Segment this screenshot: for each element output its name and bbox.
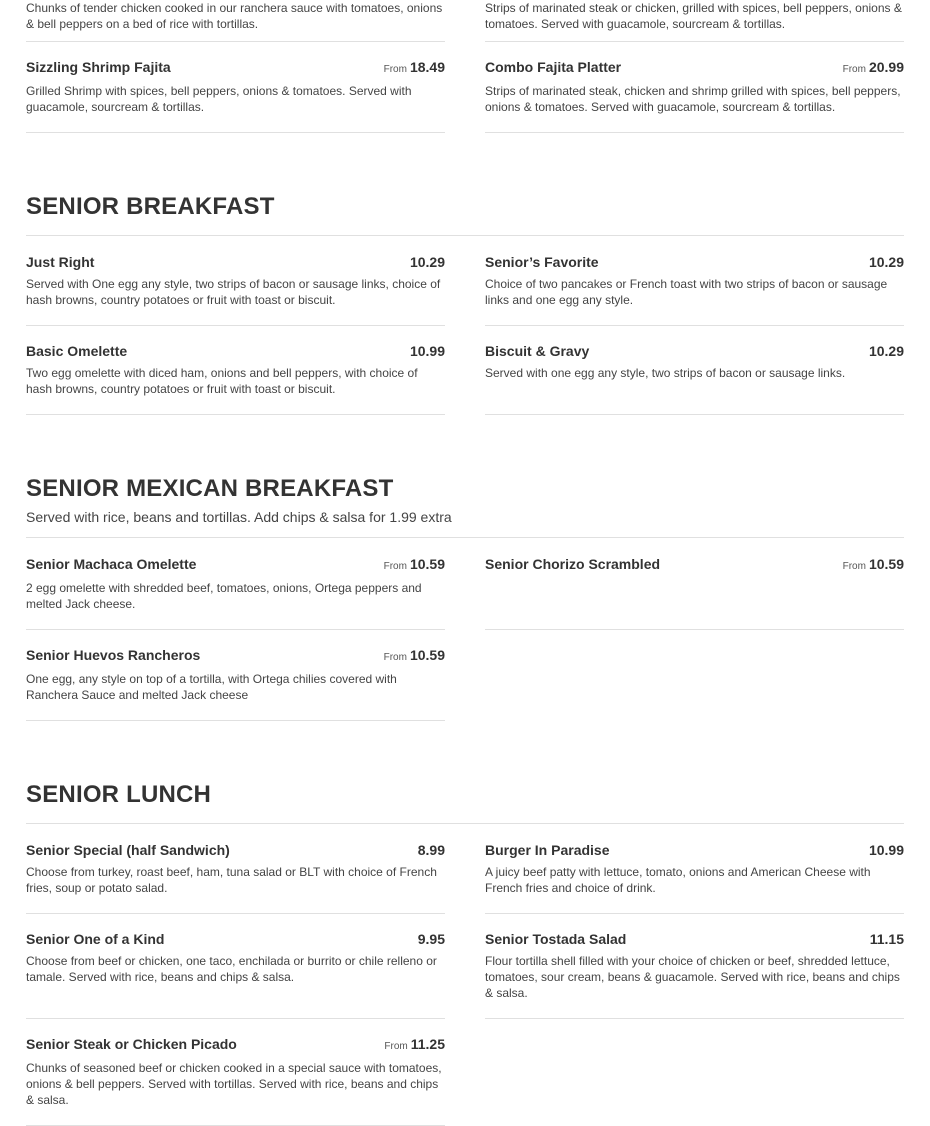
menu-item-sizzling-shrimp-fajita[interactable]	[26, 58, 445, 133]
menu-item-description: Choose from turkey, roast beef, ham, tuna salad or BLT with choice of French fries, soup or potato salad.	[26, 865, 437, 895]
menu-item-price	[410, 343, 445, 359]
menu-item-basic-omelette[interactable]	[26, 342, 445, 415]
menu-item-seniors-favorite[interactable]	[485, 253, 904, 326]
menu-item-name: Biscuit & Gravy	[485, 343, 590, 359]
menu-item-name: Burger In Paradise	[485, 842, 610, 858]
menu-item-description: Grilled Shrimp with spices, bell peppers, onions & tomatoes. Served with guacamole, sourcream & tortillas.	[26, 84, 412, 114]
price-from-label: From	[384, 1041, 408, 1052]
price-value: 20.99	[868, 59, 904, 75]
price-value: 10.99	[868, 842, 904, 858]
menu-item-burger-in-paradise[interactable]	[485, 841, 904, 914]
menu-item-description: Chunks of tender chicken cooked in our ranchera sauce with tomatoes, onions & bell peppers on a bed of rice with tortillas.	[26, 1, 443, 31]
menu-item-name: Senior Special (half Sandwich)	[26, 842, 230, 858]
menu-item-combo-fajita-platter[interactable]	[485, 58, 904, 133]
section-subtitle: Served with rice, beans and tortillas. Add chips & salsa for 1.99 extra	[26, 509, 452, 525]
menu-item-just-right[interactable]	[26, 253, 445, 326]
menu-item-description: Chunks of seasoned beef or chicken cooked in a special sauce with tomatoes, onions & bell peppers. Served with tortillas. Served with rice, beans and chips & salsa.	[26, 1061, 442, 1107]
menu-item-description: 2 egg omelette with shredded beef, tomatoes, onions, Ortega peppers and melted Jack cheese.	[26, 581, 422, 611]
menu-item-name: Senior Machaca Omelette	[26, 556, 197, 572]
menu-item-price	[869, 343, 904, 359]
price-value: 8.99	[417, 842, 445, 858]
menu-item-name: Senior Steak or Chicken Picado	[26, 1036, 237, 1052]
price-value: 10.29	[868, 343, 904, 359]
price-from-label: From	[842, 64, 866, 75]
menu-item-description: Flour tortilla shell filled with your choice of chicken or beef, shredded lettuce, tomatoes, sour cream, beans & guacamole. Served with rice, beans and chips & salsa.	[485, 954, 900, 1000]
menu-item-description: Two egg omelette with diced ham, onions and bell peppers, with choice of hash browns, country potatoes or fruit with toast or biscuit.	[26, 366, 418, 396]
menu-item-senior-huevos-rancheros[interactable]	[26, 646, 445, 721]
section-divider	[26, 235, 904, 236]
price-value: 10.59	[409, 556, 445, 572]
menu-item-name: Senior Tostada Salad	[485, 931, 627, 947]
price-from-label: From	[383, 652, 407, 663]
price-from-label: From	[383, 64, 407, 75]
menu-item-description: Served with one egg any style, two strips of bacon or sausage links.	[485, 366, 846, 380]
menu-item-name: Senior One of a Kind	[26, 931, 165, 947]
price-value: 10.99	[409, 343, 445, 359]
price-value: 9.95	[417, 931, 445, 947]
section-title-senior-mexican-breakfast: SENIOR MEXICAN BREAKFAST	[26, 475, 394, 502]
section-divider	[26, 537, 904, 538]
menu-item-price	[843, 556, 904, 572]
menu-item-description: Served with One egg any style, two strips of bacon or sausage links, choice of hash browns, country potatoes or fruit with toast or biscuit.	[26, 277, 441, 307]
menu-item-price	[843, 59, 904, 75]
menu-item-biscuit-gravy[interactable]	[485, 342, 904, 415]
menu-item-description: Choose from beef or chicken, one taco, enchilada or burrito or chile relleno or tamale. Served with rice, beans and chips & salsa.	[26, 954, 437, 984]
price-value: 10.59	[409, 647, 445, 663]
menu-item-senior-steak-or-chicken-picado[interactable]	[26, 1035, 445, 1126]
menu-item-name: Senior Chorizo Scrambled	[485, 556, 661, 572]
price-from-label: From	[383, 561, 407, 572]
menu-item-price	[384, 59, 445, 75]
menu-item-description: One egg, any style on top of a tortilla, with Ortega chilies covered with Ranchera Sauce and melted Jack cheese	[26, 672, 397, 702]
menu-item-name: Senior Huevos Rancheros	[26, 647, 201, 663]
menu-item-price	[869, 254, 904, 270]
section-title-senior-lunch: SENIOR LUNCH	[26, 781, 212, 808]
menu-item-name: Sizzling Shrimp Fajita	[26, 59, 171, 75]
price-value: 10.29	[868, 254, 904, 270]
menu-item-name: Combo Fajita Platter	[485, 59, 622, 75]
menu-item-price	[384, 556, 445, 572]
menu-item-description: A juicy beef patty with lettuce, tomato, onions and American Cheese with French fries and choice of drink.	[485, 865, 871, 895]
menu-item-description: Strips of marinated steak, chicken and shrimp grilled with spices, bell peppers, onions & tomatoes. Served with guacamole, sourcream & tortillas.	[485, 84, 901, 114]
menu-item-price	[384, 1036, 445, 1052]
menu-item-fajita-partial-right[interactable]	[485, 0, 904, 42]
price-value: 11.25	[410, 1036, 445, 1052]
price-value: 10.29	[409, 254, 445, 270]
menu-item-price	[410, 254, 445, 270]
menu-item-description: Choice of two pancakes or French toast with two strips of bacon or sausage links and one egg any style.	[485, 277, 888, 307]
price-value: 11.15	[869, 931, 904, 947]
menu-item-name: Basic Omelette	[26, 343, 128, 359]
section-divider	[26, 823, 904, 824]
menu-item-senior-tostada-salad[interactable]	[485, 930, 904, 1019]
menu-item-name: Just Right	[26, 254, 95, 270]
menu-item-name: Senior’s Favorite	[485, 254, 599, 270]
menu-item-senior-machaca-omelette[interactable]	[26, 555, 445, 630]
menu-item-fajita-partial-left[interactable]	[26, 0, 445, 42]
section-title-senior-breakfast: SENIOR BREAKFAST	[26, 193, 275, 220]
price-value: 18.49	[409, 59, 445, 75]
menu-item-price	[418, 842, 445, 858]
price-from-label: From	[842, 561, 866, 572]
menu-item-price	[418, 931, 445, 947]
menu-item-senior-special-half-sandwich[interactable]	[26, 841, 445, 914]
menu-item-senior-one-of-a-kind[interactable]	[26, 930, 445, 1019]
price-value: 10.59	[868, 556, 904, 572]
menu-item-price	[384, 647, 445, 663]
menu-item-description: Strips of marinated steak or chicken, grilled with spices, bell peppers, onions & tomatoes. Served with guacamole, sourcream & tortillas.	[485, 1, 902, 31]
menu-item-price	[870, 931, 904, 947]
menu-item-senior-chorizo-scrambled[interactable]	[485, 555, 904, 630]
menu-item-price	[869, 842, 904, 858]
